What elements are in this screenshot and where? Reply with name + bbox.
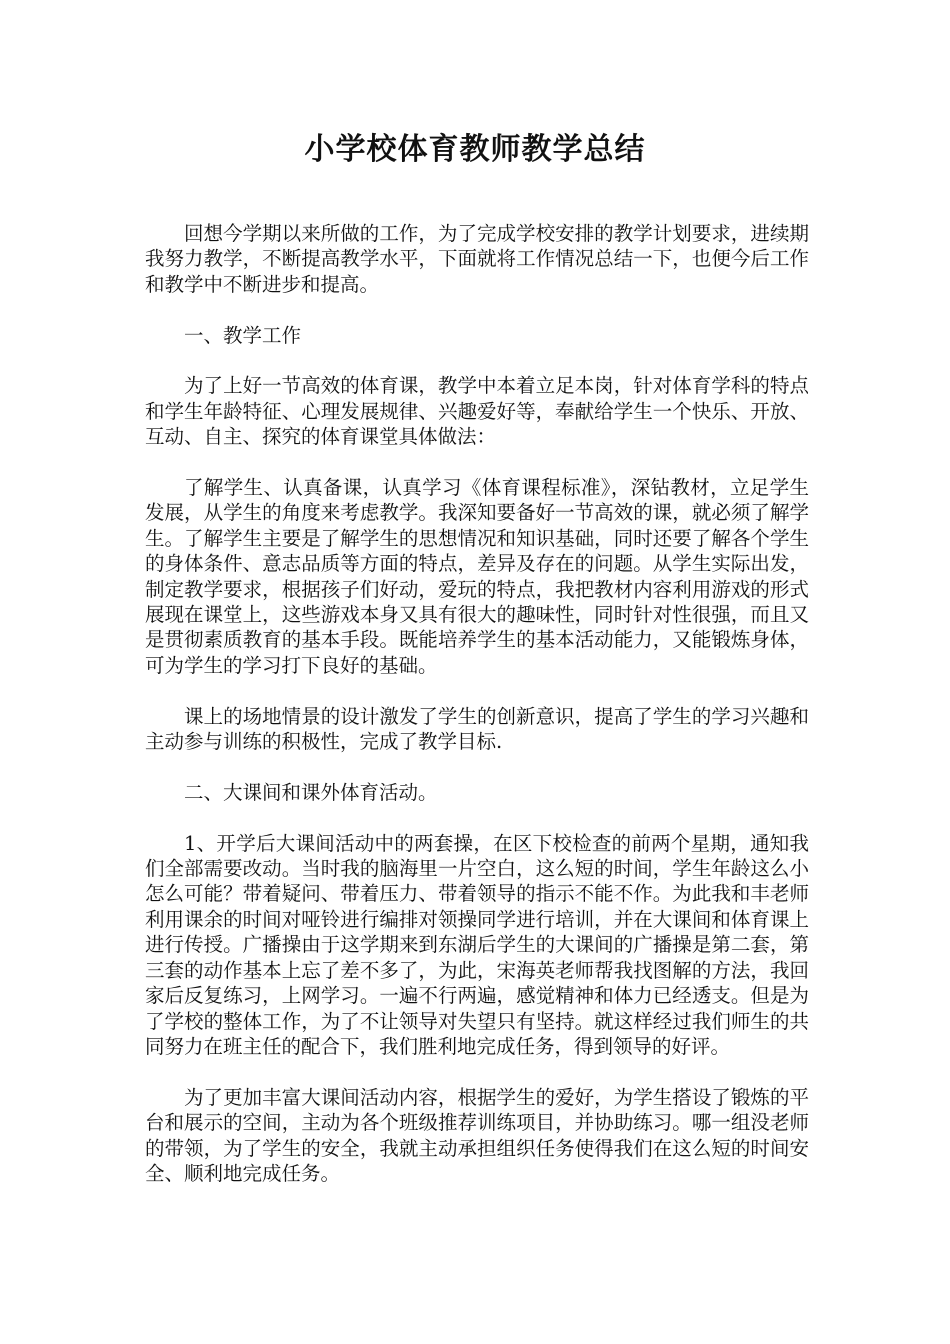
activity-enrichment-paragraph: 为了更加丰富大课间活动内容，根据学生的爱好，为学生搭设了锻炼的平台和展示的空间，主动为各个班级推荐训练项目，并协助练习。哪一组没老师的带领，为了学生的安全，我就主动承担组织任务使得我们在这么短的时间安全、顺利地完成任务。: [145, 1085, 809, 1185]
lesson-prep-paragraph: 了解学生、认真备课，认真学习《体育课程标准》，深钻教材，立足学生发展，从学生的角度来考虑教学。我深知要备好一节高效的课，就必须了解学生。了解学生主要是了解学生的思想情况和知识基础，同时还要了解各个学生的身体条件、意志品质等方面的特点，差异及存在的问题。从学生实际出发，制定教学要求，根据孩子们好动，爱玩的特点，我把教材内容利用游戏的形式展现在课堂上，这些游戏本身又具有很大的趣味性，同时针对性很强，而且又是贯彻素质教育的基本手段。既能培养学生的基本活动能力，又能锻炼身体，可为学生的学习打下良好的基础。: [145, 476, 809, 677]
section-heading-teaching: 一、教学工作: [184, 323, 302, 347]
teaching-paragraph: 为了上好一节高效的体育课，教学中本着立足本岗，针对体育学科的特点和学生年龄特征、心理发展规律、兴趣爱好等，奉献给学生一个快乐、开放、互动、自主、探究的体育课堂具体做法：: [145, 374, 809, 449]
exercise-routine-paragraph: 1、开学后大课间活动中的两套操，在区下校检查的前两个星期，通知我们全部需要改动。当时我的脑海里一片空白，这么短的时间，学生年龄这么小怎么可能？带着疑问、带着压力、带着领导的指示不能不作。为此我和丰老师利用课余的时间对哑铃进行编排对领操同学进行培训，并在大课间和体育课上进行传授。广播操由于这学期来到东湖后学生的大课间的广播操是第二套，第三套的动作基本上忘了差不多了，为此，宋海英老师帮我找图解的方法，我回家后反复练习，上网学习。一遍不行两遍，感觉精神和体力已经透支。但是为了学校的整体工作，为了不让领导对失望只有坚持。就这样经过我们师生的共同努力在班主任的配合下，我们胜利地完成任务，得到领导的好评。: [145, 831, 809, 1058]
intro-paragraph: 回想今学期以来所做的工作，为了完成学校安排的教学计划要求，进续期我努力教学，不断提高教学水平，下面就将工作情况总结一下，也便今后工作和教学中不断进步和提高。: [145, 222, 809, 296]
document-title: 小学校体育教师教学总结: [304, 132, 646, 167]
section-heading-activities: 二、大课间和课外体育活动。: [184, 780, 438, 804]
document-body: [145, 221, 809, 1212]
classroom-design-paragraph: 课上的场地情景的设计激发了学生的创新意识，提高了学生的学习兴趣和主动参与训练的积极性，完成了教学目标.: [145, 704, 809, 754]
